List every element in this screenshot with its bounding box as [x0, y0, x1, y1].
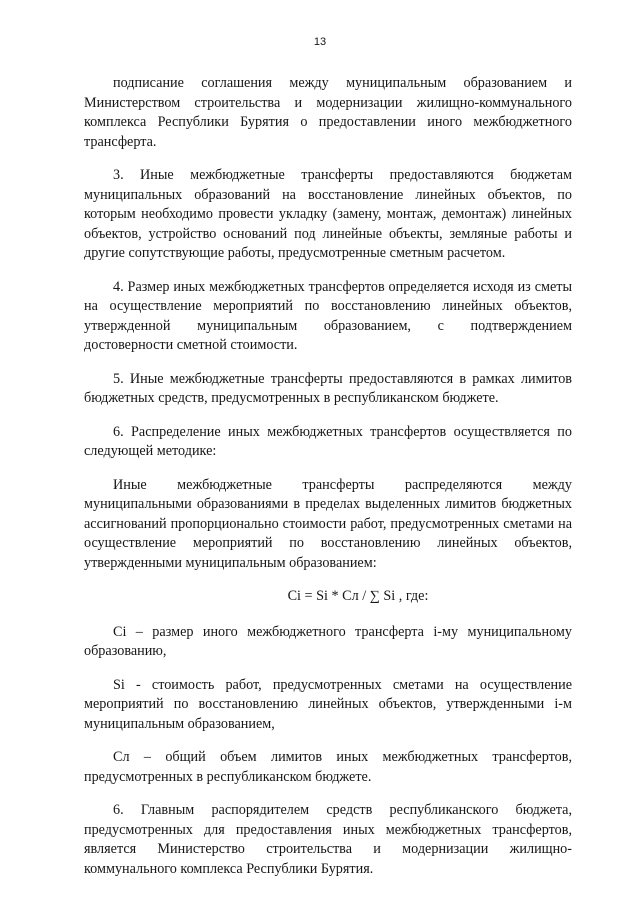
distribution-formula: Ci = Si * Сл / ∑ Si , где: [287, 588, 429, 604]
document-body [84, 74, 572, 893]
paragraph-6-distribution: 6. Распределение иных межбюджетных трансфертов осуществляется по следующей методике: [84, 423, 572, 459]
definition-sl: Сл – общий объем лимитов иных межбюджетных трансфертов, предусмотренных в республиканском бюджете. [84, 749, 572, 785]
page-number: 13 [313, 36, 327, 48]
definition-ci: Ci – размер иного межбюджетного трансферта i-му муниципальному образованию, [84, 623, 572, 659]
paragraph-methodology: Иные межбюджетные трансферты распределяются между муниципальными образованиями в пределах выделенных лимитов бюджетных ассигнований пропорционально стоимости работ, предусмотренных сметами на осуществление мероприятий по восстановлению линейных объектов, утвержденными муниципальным образованием: [84, 476, 572, 571]
paragraph-5-limits: 5. Иные межбюджетные трансферты предоставляются в рамках лимитов бюджетных средств, предусмотренных в республиканском бюджете. [84, 370, 572, 406]
definition-si: Si - стоимость работ, предусмотренных сметами на осуществление мероприятий по восстановлению линейных объектов, утвержденными i-м муниципальным образованием, [84, 676, 572, 732]
paragraph-4-transfer-size: 4. Размер иных межбюджетных трансфертов определяется исходя из сметы на осуществление мероприятий по восстановлению линейных объектов, утвержденной муниципальным образованием, с подтверждением достоверности сметной стоимости. [84, 278, 572, 353]
paragraph-main-administrator: 6. Главным распорядителем средств республиканского бюджета, предусмотренных для предоставления иных межбюджетных трансфертов, является Министерство строительства и модернизации жилищно-коммунального комплекса Республики Бурятия. [84, 802, 572, 877]
paragraph-3-transfers-purpose: 3. Иные межбюджетные трансферты предоставляются бюджетам муниципальных образований на восстановление линейных объектов, по которым необходимо провести укладку (замену, монтаж, демонтаж) линейных объектов, устройство оснований под линейные объекты, земляные работы и другие сопутствующие работы, предусмотренные сметным расчетом. [84, 167, 572, 261]
paragraph-agreement-continuation: подписание соглашения между муниципальным образованием и Министерством строительства и модернизации жилищно-коммунального комплекса Республики Бурятия о предоставлении иного межбюджетного трансферта. [84, 75, 572, 150]
